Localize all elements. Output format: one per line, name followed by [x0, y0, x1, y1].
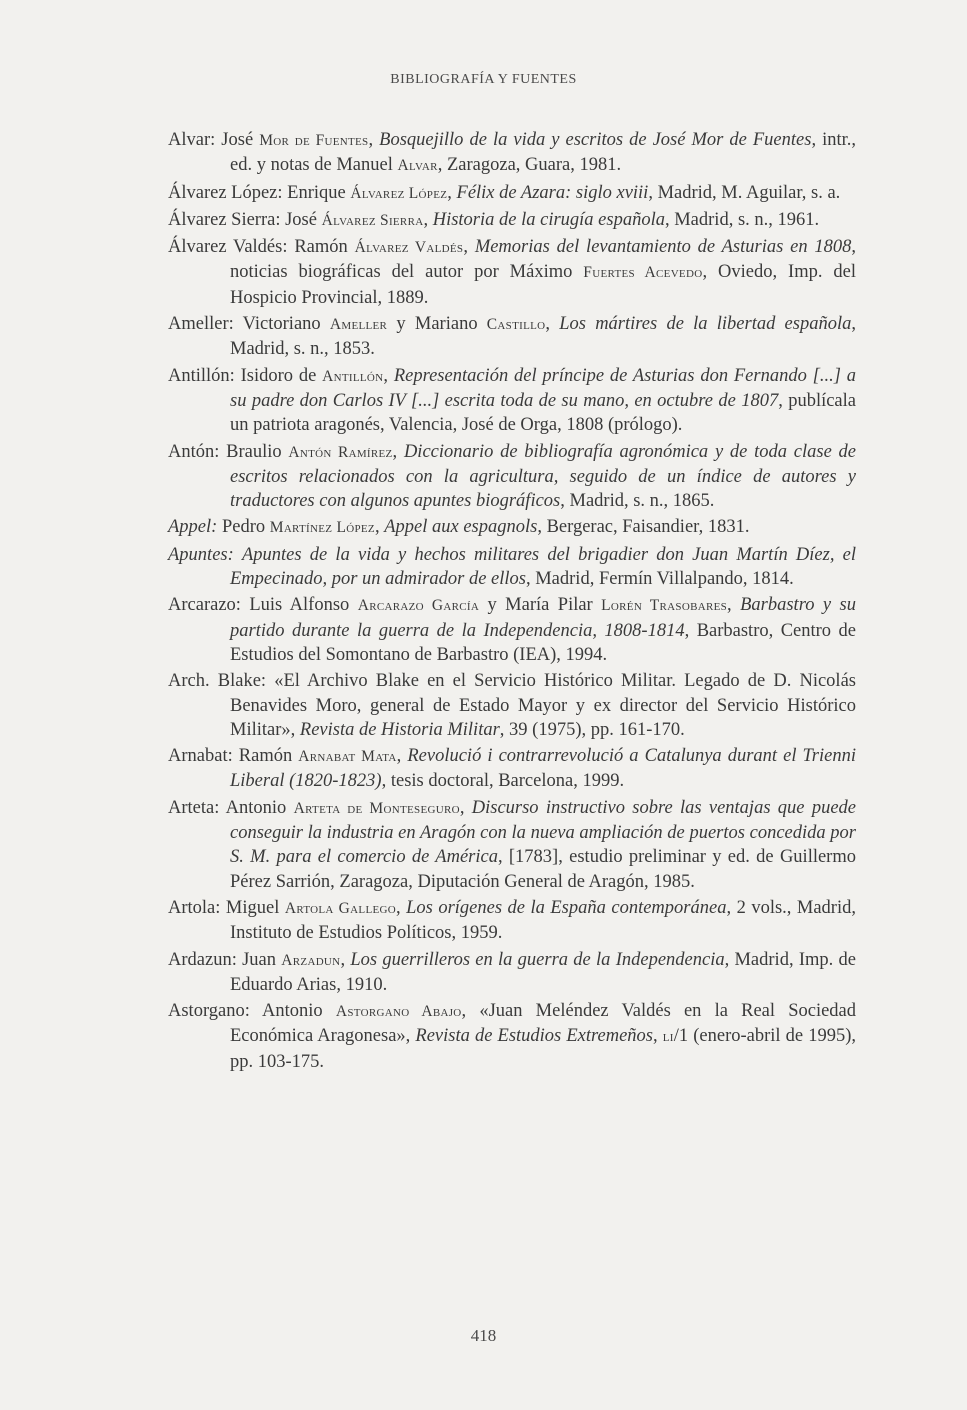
entry-text: , «Juan Meléndez Valdés en la Real Sociedad Económica Aragonesa», — [230, 1001, 857, 1047]
entry-text: «El Archivo Blake en el Servicio Histórico Militar. Legado de D. Nicolás Benavides Moro, general de Estado Mayor y ex director del Servicio Histórico Militar», — [230, 671, 856, 740]
entry-key: Arcarazo: — [168, 595, 241, 616]
bibliography-entry — [168, 128, 856, 179]
volume-number: li — [662, 1028, 674, 1046]
bibliography-entry — [168, 948, 856, 998]
entry-key: Ardazun: — [168, 949, 237, 970]
entry-text: , — [423, 209, 433, 230]
entry-text: , Zaragoza, Guara, 1981. — [437, 155, 622, 176]
author-name: Antillón — [322, 367, 384, 385]
work-title: Historia de la cirugía española — [432, 209, 665, 230]
entry-text: Miguel — [220, 897, 285, 918]
entry-text: , — [368, 130, 380, 150]
work-title: Los mártires de la libertad española — [559, 314, 852, 335]
work-title: Revolució i contrarrevolució a Catalunya durant el Trienni Liberal (1820-1823) — [230, 746, 856, 792]
bibliography-entry — [168, 593, 856, 667]
bibliography-entry — [168, 208, 856, 233]
author-name: Astorgano Abajo — [335, 1003, 462, 1021]
author-name: Álvarez Sierra — [321, 211, 424, 229]
entry-text: Luis Alfonso — [240, 595, 358, 616]
work-title: Apuntes de la vida y hechos militares del brigadier don Juan Martín Díez, el Empecinado, por un admirador de ellos — [230, 544, 856, 590]
entry-text: , — [395, 897, 407, 918]
entry-key: Alvar: — [168, 130, 216, 150]
entry-text: , Madrid, s. n., 1961. — [664, 209, 820, 230]
entry-text: , Madrid, M. Aguilar, s. a. — [648, 182, 841, 203]
entry-text: , 2 vols., Madrid, Instituto de Estudios Políticos, 1959. — [230, 897, 856, 944]
entry-text: , — [463, 237, 475, 258]
work-title: Diccionario de bibliografía agronómica y de toda clase de escritos relacionados con la agricultura, seguido de un índice de autores y traductores con algunos apuntes biográficos — [230, 441, 856, 512]
author-name: Castillo — [486, 316, 546, 334]
entry-key: Álvarez Valdés: — [168, 237, 288, 258]
entry-key: Appel: — [168, 517, 218, 538]
entry-text: Ramón — [287, 237, 355, 258]
work-title: Bosquejillo de la vida y escritos de José Mor de Fuentes — [379, 130, 812, 150]
entry-key: Apuntes: — [168, 544, 234, 565]
entry-key: Arnabat: — [168, 746, 233, 767]
entry-text: , Bergerac, Faisandier, 1831. — [537, 517, 750, 538]
entry-text: , — [374, 517, 385, 538]
entry-text: , 39 (1975), pp. 161-170. — [499, 719, 685, 740]
author-name: Álvarez Valdés — [354, 239, 464, 257]
entry-text: , — [727, 595, 741, 616]
entry-text: , noticias biográficas del autor por Máximo — [230, 237, 857, 283]
author-name: Mor de Fuentes — [259, 132, 369, 149]
work-title: Los orígenes de la España contemporánea — [406, 897, 727, 918]
entry-text: , Oviedo, Imp. del Hospicio Provincial, 1889. — [230, 262, 856, 308]
author-name: Arcarazo García — [357, 597, 480, 615]
entry-text: , publícala un patriota aragonés, Valencia, José de Orga, 1808 (prólogo). — [230, 390, 856, 436]
work-title: Discurso instructivo sobre las ventajas que puede conseguir la industria en Aragón con la nueva ampliación de puertos concedida por S. M. para el comercio de América — [230, 797, 856, 868]
bibliography-entry — [168, 999, 856, 1074]
bibliography-entry — [168, 543, 856, 592]
author-name: Arteta de Monteseguro — [293, 799, 460, 817]
entry-text: Antonio — [249, 1001, 336, 1022]
entry-text: , tesis doctoral, Barcelona, 1999. — [381, 771, 625, 792]
entry-text: Enrique — [282, 182, 351, 203]
bibliography-entry — [168, 896, 856, 946]
entry-text: Victoriano — [233, 314, 330, 335]
bibliography-entry — [168, 235, 856, 310]
bibliography-entry — [168, 440, 856, 514]
entry-key: Astorgano: — [168, 1001, 250, 1022]
author-name: Ameller — [329, 316, 388, 334]
bibliography-entry — [168, 181, 856, 206]
entry-key: Álvarez Sierra: — [168, 209, 281, 230]
author-name: Álvarez López — [350, 184, 448, 202]
entry-text: , Barbastro, Centro de Estudios del Somontano de Barbastro (IEA), 1994. — [230, 620, 856, 665]
bibliography-entry — [168, 796, 856, 894]
entry-text: , Madrid, Imp. de Eduardo Arias, 1910. — [230, 949, 856, 995]
work-title: Appel aux espagnols — [384, 517, 538, 538]
bibliography-entry — [168, 515, 856, 540]
bibliography-entry — [168, 669, 856, 742]
author-name: Martínez López — [269, 519, 375, 537]
entry-key: Antillón: — [168, 365, 235, 386]
work-title: Félix de Azara: siglo xviii — [456, 182, 649, 203]
running-head: BIBLIOGRAFÍA Y FUENTES — [390, 72, 577, 87]
entry-text: Isidoro de — [234, 365, 323, 386]
entry-text — [234, 545, 242, 565]
entry-text: , — [447, 182, 457, 203]
entry-text: José — [280, 209, 322, 230]
entry-text: Braulio — [219, 441, 289, 462]
entry-text: , Madrid, s. n., 1853. — [230, 314, 856, 360]
bibliography-entry — [168, 312, 856, 362]
journal-title: Revista de Estudios Extremeños — [415, 1026, 654, 1047]
entry-text: , — [653, 1026, 663, 1047]
bibliography-entry — [168, 364, 856, 438]
bibliography-list — [168, 128, 856, 1076]
entry-key: Ameller: — [168, 314, 234, 335]
entry-text: , — [545, 314, 560, 335]
author-name: Lorén Trasobares — [601, 597, 728, 615]
work-title: Los guerrilleros en la guerra de la Independencia — [350, 949, 725, 970]
entry-key: Álvarez López: — [168, 182, 283, 203]
entry-text: Ramón — [232, 746, 299, 767]
entry-text: , intr., ed. y notas de Manuel — [230, 130, 857, 176]
journal-title: Revista de Historia Militar — [299, 719, 500, 740]
page-number: 418 — [470, 1326, 497, 1345]
entry-text: , — [383, 365, 394, 386]
entry-key: Arch. Blake: — [168, 671, 267, 692]
work-title: Memorias del levantamiento de Asturias en 1808 — [474, 237, 852, 258]
entry-text: y María Pilar — [479, 595, 602, 616]
entry-text: , — [396, 746, 408, 767]
author-name: Fuertes Acevedo — [583, 264, 703, 282]
entry-key: Arteta: — [168, 797, 220, 818]
author-name: Arzadun — [281, 951, 341, 969]
entry-text: , — [459, 797, 472, 818]
entry-text: , Madrid, s. n., 1865. — [560, 491, 715, 512]
entry-text: , Madrid, Fermín Villalpando, 1814. — [525, 569, 794, 590]
entry-text: , [1783], estudio preliminar y ed. de Guillermo Pérez Sarrión, Zaragoza, Diputación General de Aragón, 1985. — [230, 847, 856, 892]
author-name: Antón Ramírez — [288, 443, 393, 461]
entry-text: /1 (enero-abril de 1995), pp. 103-175. — [230, 1026, 856, 1072]
entry-text: y Mariano — [387, 314, 487, 335]
author-name: Artola Gallego — [284, 899, 396, 917]
work-title: Barbastro y su partido durante la guerra de la Independencia, 1808-1814 — [230, 595, 856, 641]
entry-text: Antonio — [219, 797, 294, 818]
entry-text: Juan — [236, 949, 282, 970]
entry-text: , — [392, 441, 404, 462]
entry-text: José — [215, 130, 260, 150]
entry-text: Pedro — [217, 517, 270, 538]
bibliography-entry — [168, 744, 856, 794]
entry-key: Antón: — [168, 441, 220, 462]
author-name: Alvar — [397, 157, 438, 175]
author-name: Arnabat Mata — [298, 748, 397, 766]
entry-key: Artola: — [168, 897, 221, 918]
entry-text: , — [340, 949, 351, 970]
work-title: Representación del príncipe de Asturias don Fernando [...] a su padre don Carlos IV [...] escrita toda de su mano, en octubre de 1807 — [230, 365, 856, 411]
